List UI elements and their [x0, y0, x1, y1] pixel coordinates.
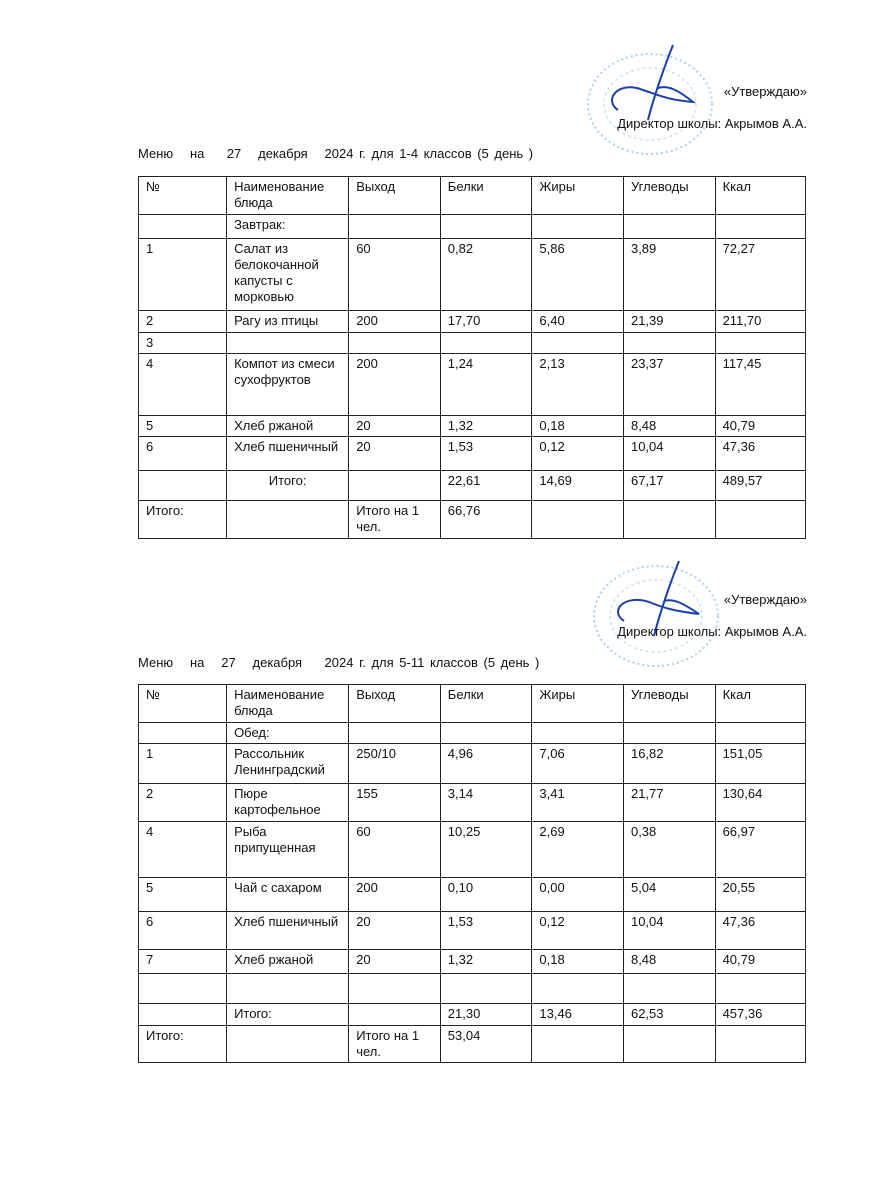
table-cell: 72,27	[715, 239, 805, 311]
table-cell	[349, 974, 441, 1004]
table-cell: Рассольник Ленинградский	[227, 744, 349, 784]
table-cell: 16,82	[623, 744, 715, 784]
meal-label-row	[139, 723, 806, 744]
table-cell: 4	[139, 822, 227, 878]
table-cell: 3,14	[440, 784, 532, 822]
table-cell: 0,18	[532, 950, 624, 974]
table-cell: 200	[349, 311, 441, 333]
table-cell	[139, 215, 227, 239]
director-line: Директор школы: Акрымов А.А.	[617, 624, 807, 639]
total-row	[139, 471, 806, 501]
per-person-row	[139, 501, 806, 539]
table-cell	[623, 723, 715, 744]
table-cell	[532, 501, 624, 539]
table-cell: 40,79	[715, 416, 805, 437]
table-row	[139, 354, 806, 416]
table-cell: 1,53	[440, 912, 532, 950]
table-cell	[715, 501, 805, 539]
table-cell: 0,00	[532, 878, 624, 912]
table-cell: Итого на 1 чел.	[349, 1026, 441, 1063]
table-cell: 53,04	[440, 1026, 532, 1063]
table-cell: 20	[349, 950, 441, 974]
table-cell: Завтрак:	[227, 215, 349, 239]
table-cell: Наименование блюда	[227, 685, 349, 723]
table-cell: 200	[349, 354, 441, 416]
table-cell: 0,18	[532, 416, 624, 437]
table-cell	[227, 974, 349, 1004]
table-cell: 200	[349, 878, 441, 912]
table-cell: 130,64	[715, 784, 805, 822]
table-cell: Хлеб пшеничный	[227, 437, 349, 471]
table-cell: 14,69	[532, 471, 624, 501]
table-cell: 151,05	[715, 744, 805, 784]
table-cell	[715, 1026, 805, 1063]
table-cell: Итого:	[227, 1004, 349, 1026]
table-row	[139, 311, 806, 333]
table-cell: Чай с сахаром	[227, 878, 349, 912]
table-cell: Выход	[349, 685, 441, 723]
table-cell: 0,10	[440, 878, 532, 912]
table-cell	[440, 215, 532, 239]
menu-title: Меню на 27 декабря 2024 г. для 1-4 классов (5 день )	[138, 146, 534, 161]
table-cell: 67,17	[623, 471, 715, 501]
table-row	[139, 239, 806, 311]
table-cell: Ккал	[715, 177, 805, 215]
table-cell: Рыба припущенная	[227, 822, 349, 878]
table-cell: 0,82	[440, 239, 532, 311]
table-cell: 6	[139, 437, 227, 471]
table-cell	[623, 333, 715, 354]
table-cell: Углеводы	[623, 685, 715, 723]
total-row	[139, 1004, 806, 1026]
table-cell: Рагу из птицы	[227, 311, 349, 333]
table-cell: 20	[349, 416, 441, 437]
table-cell: Компот из смеси сухофруктов	[227, 354, 349, 416]
table-cell: 155	[349, 784, 441, 822]
table-cell: 4,96	[440, 744, 532, 784]
table-cell: Итого:	[139, 1026, 227, 1063]
table-cell: 117,45	[715, 354, 805, 416]
table-cell	[623, 1026, 715, 1063]
table-cell: 10,25	[440, 822, 532, 878]
table-cell: Итого:	[227, 471, 349, 501]
table-cell: 457,36	[715, 1004, 805, 1026]
table-cell: 8,48	[623, 416, 715, 437]
table-cell: Хлеб ржаной	[227, 950, 349, 974]
table-cell: 3,41	[532, 784, 624, 822]
table-cell: Итого:	[139, 501, 227, 539]
table-row	[139, 878, 806, 912]
table-cell: 2,69	[532, 822, 624, 878]
table-cell: 0,38	[623, 822, 715, 878]
table-cell: 7,06	[532, 744, 624, 784]
table-cell	[623, 501, 715, 539]
table-cell: 13,46	[532, 1004, 624, 1026]
table-cell: 2	[139, 784, 227, 822]
table-cell: 489,57	[715, 471, 805, 501]
table-row	[139, 950, 806, 974]
table-cell: 10,04	[623, 437, 715, 471]
table-cell	[349, 723, 441, 744]
table-cell: 1	[139, 744, 227, 784]
table-cell	[715, 723, 805, 744]
table-row	[139, 822, 806, 878]
table-cell	[139, 1004, 227, 1026]
table-row	[139, 333, 806, 354]
table-cell	[349, 333, 441, 354]
table-cell: 5	[139, 878, 227, 912]
table-cell: Ккал	[715, 685, 805, 723]
table-cell	[440, 333, 532, 354]
table-cell: 60	[349, 239, 441, 311]
table-cell: 23,37	[623, 354, 715, 416]
table-cell: Белки	[440, 685, 532, 723]
table-cell: Итого на 1 чел.	[349, 501, 441, 539]
table-cell: Салат из белокочанной капусты с морковью	[227, 239, 349, 311]
approval-label: «Утверждаю»	[723, 592, 807, 607]
table-cell: 6	[139, 912, 227, 950]
table-cell	[715, 974, 805, 1004]
table-cell	[440, 723, 532, 744]
table-cell: 22,61	[440, 471, 532, 501]
table-cell	[715, 215, 805, 239]
table-row	[139, 784, 806, 822]
table-cell	[227, 501, 349, 539]
table-cell: №	[139, 685, 227, 723]
table-cell: 5,86	[532, 239, 624, 311]
table-cell: 20	[349, 912, 441, 950]
table-row	[139, 974, 806, 1004]
table-cell: 1,24	[440, 354, 532, 416]
table-cell: 21,39	[623, 311, 715, 333]
table-cell: Хлеб ржаной	[227, 416, 349, 437]
table-row	[139, 744, 806, 784]
table-cell: 0,12	[532, 912, 624, 950]
table-cell	[623, 215, 715, 239]
table-cell: 21,30	[440, 1004, 532, 1026]
table-cell: Жиры	[532, 177, 624, 215]
table-cell: 1	[139, 239, 227, 311]
table-cell: 211,70	[715, 311, 805, 333]
table-cell	[227, 1026, 349, 1063]
table-cell: Выход	[349, 177, 441, 215]
table-cell: 3	[139, 333, 227, 354]
table-cell	[139, 974, 227, 1004]
table-cell: 17,70	[440, 311, 532, 333]
table-cell	[440, 974, 532, 1004]
table-header-row	[139, 685, 806, 723]
table-cell: 8,48	[623, 950, 715, 974]
table-cell: 7	[139, 950, 227, 974]
table-cell	[532, 215, 624, 239]
table-cell: 1,32	[440, 950, 532, 974]
table-cell: 40,79	[715, 950, 805, 974]
menu-table	[138, 684, 806, 1063]
table-cell: Углеводы	[623, 177, 715, 215]
table-cell: 47,36	[715, 912, 805, 950]
table-cell: 20	[349, 437, 441, 471]
approval-label: «Утверждаю»	[723, 84, 807, 99]
table-cell: 66,97	[715, 822, 805, 878]
table-cell: Наименование блюда	[227, 177, 349, 215]
table-cell: 3,89	[623, 239, 715, 311]
table-cell: Хлеб пшеничный	[227, 912, 349, 950]
table-cell: 60	[349, 822, 441, 878]
table-cell: Обед:	[227, 723, 349, 744]
menu-table	[138, 176, 806, 539]
meal-label-row	[139, 215, 806, 239]
table-cell	[349, 471, 441, 501]
table-cell: 4	[139, 354, 227, 416]
table-cell	[139, 471, 227, 501]
table-cell: Белки	[440, 177, 532, 215]
table-header-row	[139, 177, 806, 215]
table-cell	[532, 974, 624, 1004]
table-cell: 6,40	[532, 311, 624, 333]
table-cell: №	[139, 177, 227, 215]
table-cell: 0,12	[532, 437, 624, 471]
table-row	[139, 912, 806, 950]
menu-title: Меню на 27 декабря 2024 г. для 5-11 классов (5 день )	[138, 655, 540, 670]
table-cell	[623, 974, 715, 1004]
table-cell: 5,04	[623, 878, 715, 912]
table-cell: 66,76	[440, 501, 532, 539]
table-cell: 47,36	[715, 437, 805, 471]
table-cell: Пюре картофельное	[227, 784, 349, 822]
table-cell: Жиры	[532, 685, 624, 723]
table-row	[139, 437, 806, 471]
table-cell: 2,13	[532, 354, 624, 416]
table-cell	[349, 1004, 441, 1026]
per-person-row	[139, 1026, 806, 1063]
table-cell: 10,04	[623, 912, 715, 950]
table-cell: 62,53	[623, 1004, 715, 1026]
table-row	[139, 416, 806, 437]
table-cell: 1,32	[440, 416, 532, 437]
table-cell	[532, 1026, 624, 1063]
table-cell	[227, 333, 349, 354]
director-line: Директор школы: Акрымов А.А.	[617, 116, 807, 131]
table-cell	[139, 723, 227, 744]
table-cell	[349, 215, 441, 239]
table-cell	[532, 723, 624, 744]
table-cell	[715, 333, 805, 354]
table-cell: 5	[139, 416, 227, 437]
table-cell: 2	[139, 311, 227, 333]
table-cell: 250/10	[349, 744, 441, 784]
table-cell: 20,55	[715, 878, 805, 912]
table-cell: 21,77	[623, 784, 715, 822]
table-cell	[532, 333, 624, 354]
table-cell: 1,53	[440, 437, 532, 471]
